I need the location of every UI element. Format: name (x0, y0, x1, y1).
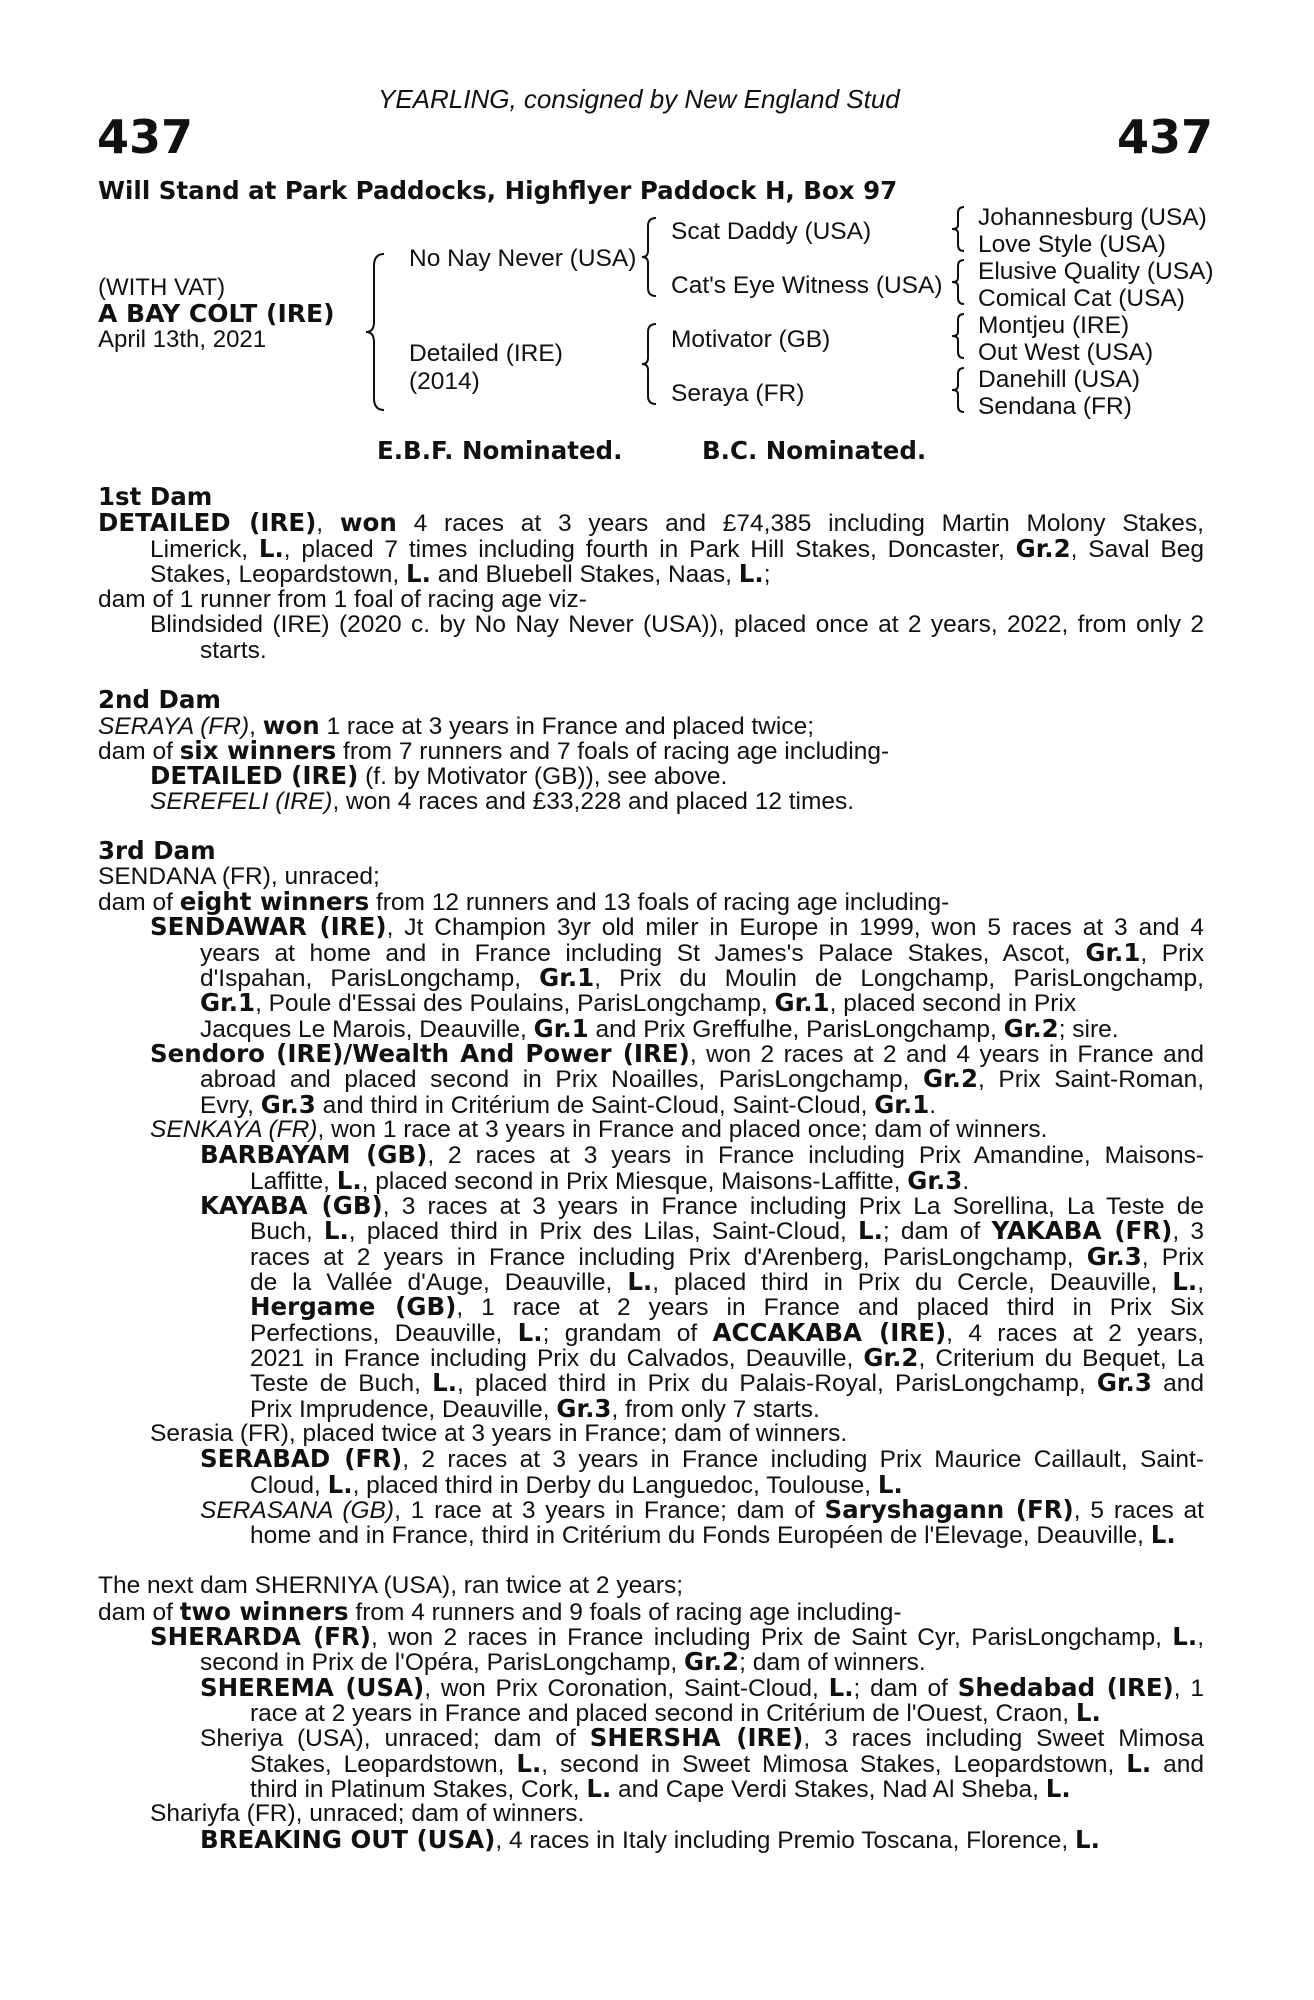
pedigree-brace-ss (950, 205, 968, 253)
pedigree-brace-dam (640, 322, 660, 406)
section-heading-second-dam: 2nd Dam (98, 685, 221, 714)
first-dam-line-6: starts. (200, 637, 267, 664)
next-dam-line-2: dam of two winners from 4 runners and 9 foals of racing age including- (98, 1597, 902, 1626)
third-dam-line-16: races at 2 years in France including Prix d'Arenberg, ParisLongchamp, Gr.3, Prix (250, 1242, 1205, 1271)
pedigree-brace-main (364, 252, 388, 412)
third-dam-line-14: KAYABA (GB), 3 races at 3 years in France including Prix La Sorellina, La Teste de (200, 1191, 1204, 1220)
vat-note: (WITH VAT) (98, 274, 226, 301)
pedigree-brace-sd (950, 258, 968, 306)
third-dam-line-6: Gr.1, Poule d'Essai des Poulains, ParisLongchamp, Gr.1, placed second in Prix (200, 988, 1077, 1017)
third-dam-line-27: home and in France, third in Critérium du Fonds Européen de l'Elevage, Deauville, L. (250, 1520, 1176, 1549)
pedigree-dam-dam: Seraya (FR) (671, 380, 805, 407)
second-dam-line-4: SEREFELI (IRE), won 4 races and £33,228 and placed 12 times. (150, 788, 855, 815)
first-dam-line-5: Blindsided (IRE) (2020 c. by No Nay Never (USA)), placed once at 2 years, 2022, from only 2 (150, 611, 1204, 638)
foaling-date: April 13th, 2021 (98, 326, 267, 353)
first-dam-line-1: DETAILED (IRE), won 4 races at 3 years and £74,385 including Martin Molony Stakes, (98, 508, 1204, 537)
third-dam-line-12: BARBAYAM (GB), 2 races at 3 years in France including Prix Amandine, Maisons- (200, 1140, 1204, 1169)
pedigree-sss: Johannesburg (USA) (978, 204, 1207, 231)
third-dam-line-13: Laffitte, L., placed second in Prix Miesque, Maisons-Laffitte, Gr.3. (250, 1166, 970, 1195)
next-dam-line-3: SHERARDA (FR), won 2 races in France including Prix de Saint Cyr, ParisLongchamp, L., (150, 1622, 1204, 1651)
consignment-line: YEARLING, consigned by New England Stud (378, 84, 900, 114)
third-dam-line-5: d'Ispahan, ParisLongchamp, Gr.1, Prix du Moulin de Longchamp, ParisLongchamp, (200, 963, 1204, 992)
next-dam-line-8: Stakes, Leopardstown, L., second in Sweet Mimosa Stakes, Leopardstown, L. and (250, 1749, 1205, 1778)
pedigree-sire-dam: Cat's Eye Witness (USA) (671, 272, 943, 299)
pedigree-brace-ds (950, 312, 968, 360)
pedigree-dam: Detailed (IRE) (409, 340, 563, 367)
third-dam-line-19: Perfections, Deauville, L.; grandam of ACCAKABA (IRE), 4 races at 2 years, (250, 1318, 1204, 1347)
pedigree-brace-dd (950, 366, 968, 414)
third-dam-line-9: abroad and placed second in Prix Noailles, ParisLongchamp, Gr.2, Prix Saint-Roman, (200, 1064, 1204, 1093)
third-dam-line-10: Evry, Gr.3 and third in Critérium de Saint-Cloud, Saint-Cloud, Gr.1. (200, 1090, 937, 1119)
pedigree-dam-year: (2014) (409, 368, 480, 395)
next-dam-line-11: BREAKING OUT (USA), 4 races in Italy including Premio Toscana, Florence, L. (200, 1825, 1100, 1854)
third-dam-line-18: Hergame (GB), 1 race at 2 years in France and placed third in Prix Six (250, 1292, 1204, 1321)
ebf-nomination: E.B.F. Nominated. (377, 436, 623, 465)
next-dam-line-10: Shariyfa (FR), unraced; dam of winners. (150, 1800, 585, 1827)
third-dam-line-21: Teste de Buch, L., placed third in Prix du Palais-Royal, ParisLongchamp, Gr.3 and (250, 1368, 1204, 1397)
pedigree-sire-sire: Scat Daddy (USA) (671, 218, 872, 245)
next-dam-line-9: third in Platinum Stakes, Cork, L. and Cape Verdi Stakes, Nad Al Sheba, L. (250, 1774, 1071, 1803)
third-dam-line-3: SENDAWAR (IRE), Jt Champion 3yr old miler in Europe in 1999, won 5 races at 3 and 4 (150, 912, 1205, 941)
third-dam-line-8: Sendoro (IRE)/Wealth And Power (IRE), won 2 races at 2 and 4 years in France and (150, 1039, 1204, 1068)
third-dam-line-7: Jacques Le Marois, Deauville, Gr.1 and Prix Greffulhe, ParisLongchamp, Gr.2; sire. (200, 1014, 1119, 1043)
pedigree-ddd: Sendana (FR) (978, 393, 1132, 420)
third-dam-line-1: SENDANA (FR), unraced; (98, 863, 380, 890)
second-dam-line-2: dam of six winners from 7 runners and 7 foals of racing age including- (98, 736, 890, 765)
pedigree-sdd: Comical Cat (USA) (978, 285, 1185, 312)
bc-nomination: B.C. Nominated. (702, 436, 927, 465)
third-dam-line-11: SENKAYA (FR), won 1 race at 3 years in France and placed once; dam of winners. (150, 1116, 1048, 1143)
next-dam-line-1: The next dam SHERNIYA (USA), ran twice at 2 years; (98, 1572, 684, 1599)
second-dam-line-1: SERAYA (FR), won 1 race at 3 years in France and placed twice; (98, 711, 814, 740)
third-dam-line-26: SERASANA (GB), 1 race at 3 years in France; dam of Saryshagann (FR), 5 races at (200, 1495, 1204, 1524)
third-dam-line-17: de la Vallée d'Auge, Deauville, L., placed third in Prix du Cercle, Deauville, L., (250, 1267, 1204, 1296)
pedigree-dam-sire: Motivator (GB) (671, 326, 831, 353)
pedigree-ssd: Love Style (USA) (978, 231, 1166, 258)
first-dam-line-4: dam of 1 runner from 1 foal of racing age viz- (98, 586, 587, 613)
third-dam-line-15: Buch, L., placed third in Prix des Lilas, Saint-Cloud, L.; dam of YAKABA (FR), 3 (250, 1216, 1204, 1245)
lot-number-left: 437 (97, 110, 194, 164)
pedigree-dds: Danehill (USA) (978, 366, 1141, 393)
third-dam-line-23: Serasia (FR), placed twice at 3 years in France; dam of winners. (150, 1420, 848, 1447)
lot-name: A BAY COLT (IRE) (98, 299, 335, 328)
pedigree-brace-sire (640, 216, 660, 298)
pedigree-sds: Elusive Quality (USA) (978, 258, 1214, 285)
next-dam-line-7: Sheriya (USA), unraced; dam of SHERSHA (IRE), 3 races including Sweet Mimosa (200, 1723, 1204, 1752)
next-dam-line-6: race at 2 years in France and placed second in Critérium de l'Ouest, Craon, L. (250, 1698, 1101, 1727)
section-heading-first-dam: 1st Dam (98, 482, 213, 511)
third-dam-line-2: dam of eight winners from 12 runners and 13 foals of racing age including- (98, 887, 950, 916)
first-dam-line-2: Limerick, L., placed 7 times including fourth in Park Hill Stakes, Doncaster, Gr.2, Saval Beg (150, 534, 1204, 563)
second-dam-line-3: DETAILED (IRE) (f. by Motivator (GB)), see above. (150, 761, 728, 790)
pedigree-dsd: Out West (USA) (978, 339, 1154, 366)
third-dam-line-4: years at home and in France including St James's Palace Stakes, Ascot, Gr.1, Prix (200, 938, 1204, 967)
pedigree-sire: No Nay Never (USA) (409, 245, 637, 272)
third-dam-line-20: 2021 in France including Prix du Calvados, Deauville, Gr.2, Criterium du Bequet, La (250, 1343, 1204, 1372)
next-dam-line-4: second in Prix de l'Opéra, ParisLongchamp, Gr.2; dam of winners. (200, 1647, 926, 1676)
third-dam-line-22: Prix Imprudence, Deauville, Gr.3, from only 7 starts. (250, 1394, 820, 1423)
section-heading-third-dam: 3rd Dam (98, 836, 216, 865)
lot-number-right: 437 (1117, 110, 1214, 164)
first-dam-line-3: Stakes, Leopardstown, L. and Bluebell Stakes, Naas, L.; (150, 559, 771, 588)
third-dam-line-24: SERABAD (FR), 2 races at 3 years in France including Prix Maurice Caillault, Saint- (200, 1444, 1204, 1473)
third-dam-line-25: Cloud, L., placed third in Derby du Languedoc, Toulouse, L. (250, 1470, 903, 1499)
pedigree-dss: Montjeu (IRE) (978, 312, 1130, 339)
stabling-location: Will Stand at Park Paddocks, Highflyer Paddock H, Box 97 (98, 176, 898, 205)
next-dam-line-5: SHEREMA (USA), won Prix Coronation, Saint-Cloud, L.; dam of Shedabad (IRE), 1 (200, 1673, 1204, 1702)
